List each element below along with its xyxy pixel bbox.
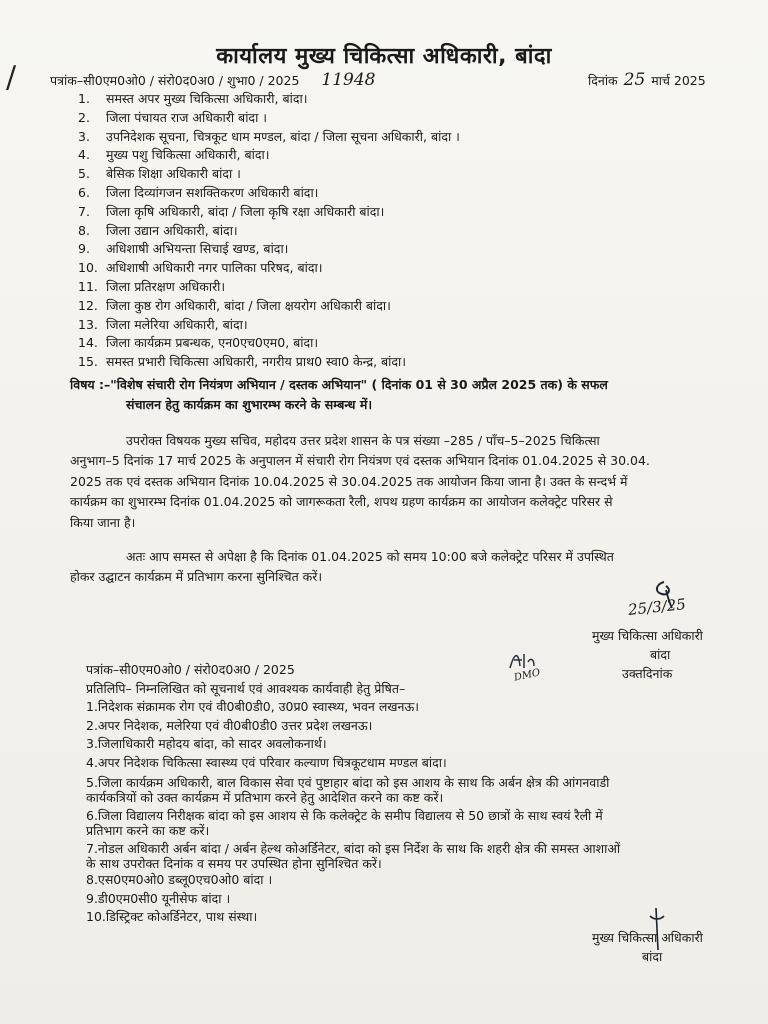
recipient-item: 13. जिला मलेरिया अधिकारी, बांदा। xyxy=(78,316,248,332)
recipient-item: 5. बेसिक शिक्षा अधिकारी बांदा । xyxy=(78,166,241,182)
letter-number-handwritten: 11948 xyxy=(321,70,376,90)
recipient-item: 2. जिला पंचायत राज अधिकारी बांदा । xyxy=(78,109,268,125)
signatory-title: मुख्य चिकित्सा अधिकारी xyxy=(592,628,703,643)
copy-item: 5.जिला कार्यक्रम अधिकारी, बाल विकास सेवा एवं पुष्टाहार बांदा को इस आशय के साथ कि अर्बन क्षेत्र की आंगनवाडी xyxy=(86,775,610,790)
signature-block-2 xyxy=(592,928,703,966)
copy-item-continued: प्रतिभाग करने का कष्ट करें। xyxy=(86,822,210,838)
copy-item: 8.एस0एम0ओ0 डब्लू0एच0ओ0 बांदा । xyxy=(86,872,273,887)
copy-item: 7.नोडल अधिकारी अर्बन बांदा / अर्बन हेल्थ कोअर्डिनेटर, बांदा को इस निर्देश के साथ कि शहरी क्षेत्र की समस्त आशाओं xyxy=(86,841,621,856)
date-day-handwritten: 25 xyxy=(623,70,646,90)
signatory-place-2: बांदा xyxy=(642,949,663,964)
recipient-item: 15. समस्त प्रभारी चिकित्सा अधिकारी, नगरीय प्राथ0 स्वा0 केन्द्र, बांदा। xyxy=(78,354,407,370)
copy-item: 2.अपर निदेशक, मलेरिया एवं वी0बी0डी0 उत्तर प्रदेश लखनऊ। xyxy=(86,717,373,733)
copy-item: 10.डिस्ट्रिक्ट कोअर्डिनेटर, पाथ संस्था। xyxy=(86,909,258,924)
copy-section xyxy=(86,661,766,927)
body-paragraph-2: होकर उद्घाटन कार्यक्रम में प्रतिभाग करना सुनिश्चित करें। xyxy=(70,569,323,584)
office-title: कार्यालय मुख्य चिकित्सा अधिकारी, बांदा xyxy=(216,44,552,69)
signatory-title-2: मुख्य चिकित्सा अधिकारी xyxy=(592,930,703,945)
body-line: कार्यक्रम का शुभारम्भ दिनांक 01.04.2025 को जागरूकता रैली, शपथ ग्रहण कार्यक्रम का आयोजन कलेक्ट्रेट परिसर से xyxy=(70,494,613,509)
body-line: किया जाना है। xyxy=(70,514,136,530)
signatory-place: बांदा xyxy=(650,647,671,662)
recipient-item: 4. मुख्य पशु चिकित्सा अधिकारी, बांदा। xyxy=(78,147,270,163)
copy-heading: प्रतिलिपि– निम्नलिखित को सूचनार्थ एवं आवश्यक कार्यवाही हेतु प्रेषित– xyxy=(86,680,406,696)
recipient-item: 8. जिला उद्यान अधिकारी, बांदा। xyxy=(78,222,238,238)
body-paragraph-1 xyxy=(70,451,650,533)
copy-item-continued: कार्यकत्रियों को उक्त कार्यक्रम में प्रतिभाग करने हेतु आदेशित करने का कष्ट करें। xyxy=(86,789,444,805)
letter-number-label: पत्रांक–सी0एम0ओ0 / संरो0द0अ0 / शुभा0 / 2025 xyxy=(50,73,300,88)
recipient-item: 6. जिला दिव्यांगजन सशक्तिकरण अधिकारी बांदा। xyxy=(78,184,319,200)
recipient-item: 11. जिला प्रतिरक्षण अधिकारी। xyxy=(78,278,226,294)
copy-item: 9.डी0एम0सी0 यूनीसेफ बांदा । xyxy=(86,890,231,906)
copy-item: 4.अपर निदेशक चिकित्सा स्वास्थ्य एवं परिवार कल्याण चित्रकूटधाम मण्डल बांदा। xyxy=(86,754,447,770)
signatory-note: उक्तदिनांक xyxy=(622,666,673,681)
copy-item: 6.जिला विद्यालय निरीक्षक बांदा को इस आशय से कि कलेक्ट्रेट के समीप विद्यालय से 50 छात्रों के साथ स्वयं रैली में xyxy=(86,808,603,823)
recipient-item: 3. उपनिदेशक सूचना, चित्रकूट धाम मण्डल, बांदा / जिला सूचना अधिकारी, बांदा । xyxy=(78,128,460,144)
body-line: अनुभाग–5 दिनांक 17 मार्च 2025 के अनुपालन में संचारी रोग नियंत्रण एवं दस्तक अभियान दिनांक 01.04.2025 से 30.04. xyxy=(70,453,650,468)
letter-date xyxy=(588,70,706,90)
recipient-item: 1. समस्त अपर मुख्य चिकित्सा अधिकारी, बांदा। xyxy=(78,91,308,106)
date-rest: मार्च 2025 xyxy=(651,73,706,88)
copy-item-continued: के साथ उपरोक्त दिनांक व समय पर उपस्थित होना सुनिश्चित करें। xyxy=(86,855,382,871)
copy-ref-number: पत्रांक–सी0एम0ओ0 / संरो0द0अ0 / 2025 xyxy=(86,662,295,677)
signature-date-handwritten: 25/3/25 xyxy=(627,595,687,619)
recipient-item: 7. जिला कृषि अधिकारी, बांदा / जिला कृषि रक्षा अधिकारी बांदा। xyxy=(78,203,385,219)
recipient-item: 12. जिला कुष्ठ रोग अधिकारी, बांदा / जिला क्षयरोग अधिकारी बांदा। xyxy=(78,297,391,313)
recipient-item: 10. अधिशाषी अधिकारी नगर पालिका परिषद, बांदा। xyxy=(78,260,323,276)
recipient-item: 14. जिला कार्यक्रम प्रबन्धक, एन0एच0एम0, बांदा। xyxy=(78,335,319,351)
copy-item: 3.जिलाधिकारी महोदय बांदा, को सादर अवलोकनार्थ। xyxy=(86,736,327,751)
dmo-initials: DMO xyxy=(513,667,542,684)
subject-line-1: विषय :–"विशेष संचारी रोग नियंत्रण अभियान / दस्तक अभियान" ( दिनांक 01 से 30 अप्रैल 2025 तक) के सफल xyxy=(70,377,608,392)
letter-number xyxy=(50,70,376,90)
margin-mark: / xyxy=(6,60,17,95)
date-label: दिनांक xyxy=(588,73,618,88)
body-paragraph-2-first-line: अतः आप समस्त से अपेक्षा है कि दिनांक 01.04.2025 को समय 10:00 बजे कलेक्ट्रेट परिसर में उपस्थित xyxy=(126,549,614,564)
body-line: 2025 तक एवं दस्तक अभियान दिनांक 10.04.2025 से 30.04.2025 तक आयोजन किया जाना है। उक्त के सन्दर्भ में xyxy=(70,473,628,489)
recipient-item: 9. अधिशाषी अभियन्ता सिचाई खण्ड, बांदा। xyxy=(78,241,289,257)
subject-line-2: संचालन हेतु कार्यक्रम का शुभारम्भ करने के सम्बन्ध में। xyxy=(126,397,373,412)
recipient-list xyxy=(78,90,698,372)
copy-item: 1.निदेशक संक्रामक रोग एवं वी0बी0डी0, उ0प्र0 स्वास्थ्य, भवन लखनऊ। xyxy=(86,699,420,714)
body-paragraph-1-first-line: उपरोक्त विषयक मुख्य सचिव, महोदय उत्तर प्रदेश शासन के पत्र संख्या –285 / पाँच–5–2025 चिकित्सा xyxy=(126,433,600,448)
